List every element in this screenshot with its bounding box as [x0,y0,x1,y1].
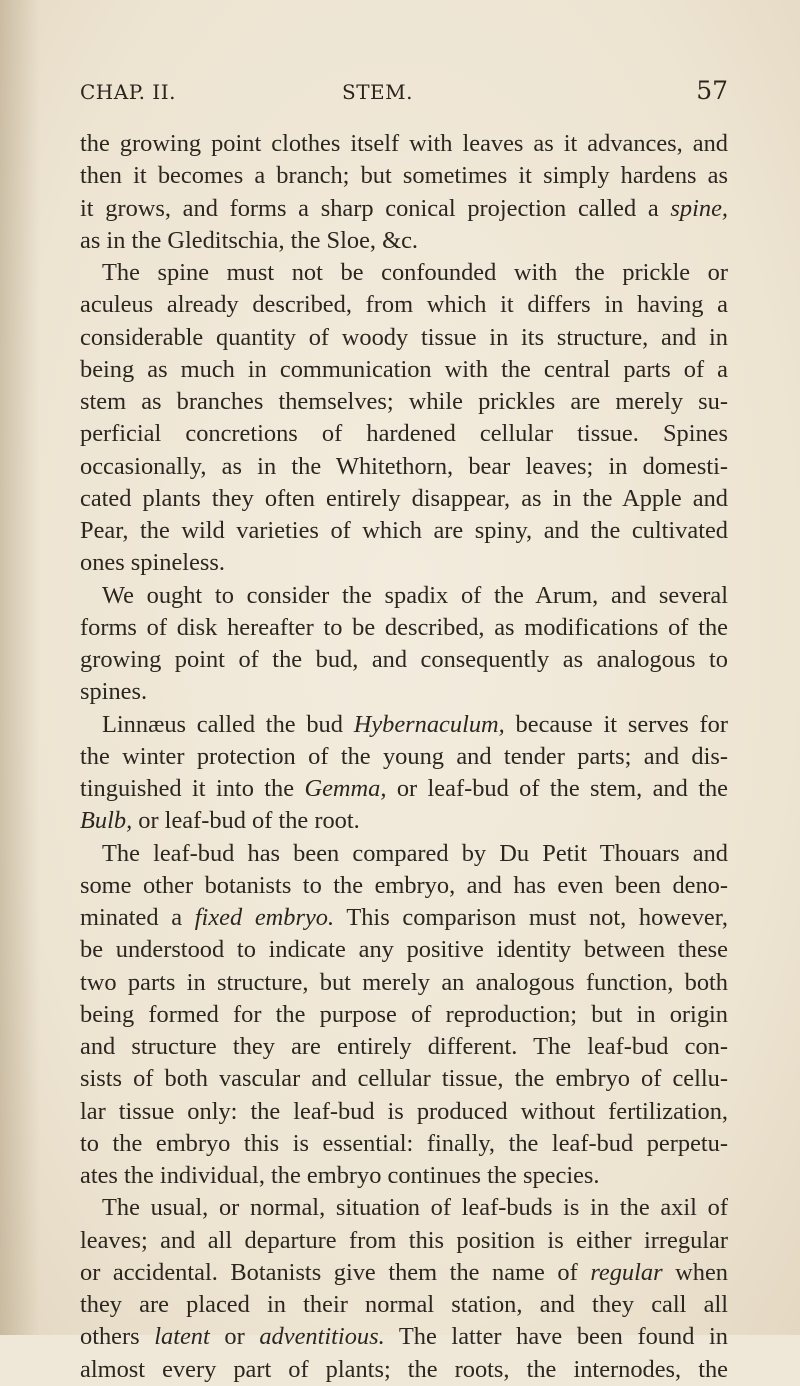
text-run: stem as branches themselves; while prickles are merely su- [80,388,728,415]
text-line [80,128,728,160]
text-run: ones spineless. [80,549,225,577]
text-run: We ought to consider the spadix of the Arum, and several [102,581,728,609]
text-line [80,902,728,934]
text-run: others [80,1323,155,1351]
text-line [80,999,728,1031]
text-run: or accidental. Botanists give them the name of [80,1258,591,1286]
text-run: This comparison must not, however, [334,904,729,931]
italic-term: latent [154,1323,210,1351]
text-run: being formed for the purpose of reproduction; but in origin [80,1000,728,1028]
text-run: minated a [80,904,195,931]
text-line [80,644,728,676]
text-run: Pear, the wild varieties of which are spiny, and the cultivated [80,517,728,544]
text-run: cated plants they often entirely disappear, as in the Apple and [80,484,728,512]
text-run: the winter protection of the young and tender parts; and dis- [80,742,728,770]
text-line [80,354,728,386]
text-line [80,967,728,999]
text-line [80,1096,728,1128]
text-line [80,1063,728,1095]
text-line [80,1031,728,1063]
text-line [80,483,728,515]
text-run: occasionally, as in the Whitethorn, bear leaves; in domesti- [80,452,728,480]
text-line [80,547,728,579]
text-run: growing point of the bud, and consequently as analogous to [80,646,728,673]
text-line [80,1128,728,1160]
text-run: almost every part of plants; the roots, the internodes, the [80,1355,728,1383]
text-run: tinguished it into the [80,775,305,802]
text-line [80,1354,728,1386]
text-line [80,257,728,289]
text-run: lar tissue only: the leaf-bud is produced without fertilization, [80,1097,728,1125]
text-run: spines. [80,678,148,706]
text-run: The latter have been found in [384,1323,728,1351]
italic-term: Gemma, [304,775,387,802]
text-line [80,741,728,773]
text-run: it grows, and forms a sharp conical projection called a [80,194,671,222]
text-line [80,870,728,902]
section-title: STEM. [342,80,413,104]
running-head [80,76,728,110]
chapter-label: CHAP. II. [80,80,176,104]
text-run: some other botanists to the embryo, and has even been deno- [80,871,728,899]
italic-term: regular [590,1258,663,1286]
italic-term: spine, [670,194,728,222]
text-run: The leaf-bud has been compared by Du Petit Thouars and [102,839,728,867]
text-run: or leaf-bud of the stem, and the [386,775,728,802]
text-run: aculeus already described, from which it differs in having a [80,291,728,319]
page-gutter-shadow [0,0,40,1335]
text-line [80,386,728,418]
italic-term: Hybernaculum, [353,710,505,738]
text-run: as in the Gleditschia, the Sloe, &c. [80,226,419,254]
text-line [80,805,728,837]
body-text [80,128,728,1386]
text-run: to the embryo this is essential: finally, the leaf-bud perpetu- [80,1129,728,1157]
text-line [80,289,728,321]
text-run: leaves; and all departure from this position is either irregular [80,1226,728,1254]
text-run: sists of both vascular and cellular tissue, the embryo of cellu- [80,1065,728,1093]
text-line [80,1160,728,1192]
text-line [80,1225,728,1257]
text-run: two parts in structure, but merely an analogous function, both [80,968,728,996]
text-line [80,418,728,450]
text-run: and structure they are entirely different. The leaf-bud con- [80,1033,728,1060]
text-run: forms of disk hereafter to be described, as modifications of the [80,613,728,641]
text-run: The usual, or normal, situation of leaf-buds is in the axil of [102,1194,728,1222]
text-run: perficial concretions of hardened cellular tissue. Spines [80,420,728,448]
text-run: they are placed in their normal station, and they call all [80,1291,728,1318]
text-line [80,451,728,483]
text-run: the growing point clothes itself with leaves as it advances, and [80,130,728,157]
text-run: or leaf-bud of the root. [132,807,360,835]
text-line [80,193,728,225]
text-line [80,676,728,708]
italic-term: adventitious. [259,1323,385,1351]
italic-term: fixed embryo. [194,904,335,931]
text-line [80,838,728,870]
text-line [80,515,728,547]
text-line [80,1321,728,1353]
text-line [80,612,728,644]
text-line [80,580,728,612]
text-run: being as much in communication with the central parts of a [80,355,728,383]
italic-term: Bulb, [80,807,133,835]
text-run: then it becomes a branch; but sometimes it simply hardens as [80,162,728,190]
text-line [80,322,728,354]
page-number: 57 [696,76,728,105]
text-line [80,160,728,192]
text-run: Linnæus called the bud [102,710,354,738]
text-run: because it serves for [504,710,728,738]
text-line [80,709,728,741]
text-line [80,1192,728,1224]
text-line [80,773,728,805]
text-run: when [662,1258,728,1286]
text-line [80,1289,728,1321]
text-run: be understood to indicate any positive identity between these [80,936,728,964]
text-run: The spine must not be confounded with the prickle or [102,259,728,286]
text-line [80,934,728,966]
text-line [80,225,728,257]
text-line [80,1257,728,1289]
text-run: or [209,1323,260,1351]
text-run: considerable quantity of woody tissue in its structure, and in [80,323,728,351]
text-run: ates the individual, the embryo continues the species. [80,1162,600,1189]
